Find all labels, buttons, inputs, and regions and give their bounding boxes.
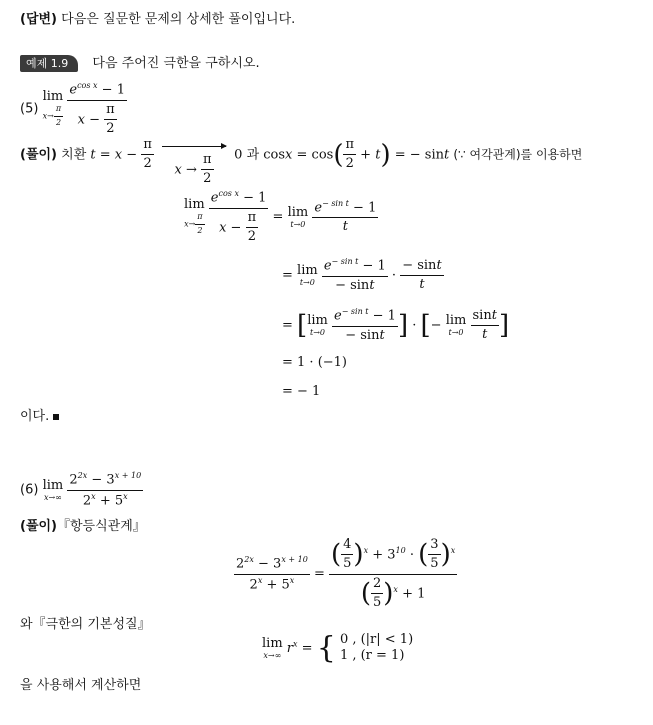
solution-5-step-5: = − 1	[282, 384, 321, 399]
problem-5-number: (5)	[20, 101, 39, 117]
answer-label: (답변)	[20, 12, 57, 27]
solution-6-ref2: 와『극한의 기본성질』	[20, 617, 151, 632]
limit-cases: lim x→∞ $r^x$ = { 0 , (|r| < 1) 1 , (r = 1)	[262, 630, 414, 666]
example-heading	[20, 52, 260, 71]
problem-6-fraction: $\frac{2^{2x} - 3^{x + 10}}{2^x + 5^x}$	[69, 471, 142, 508]
solution-6-closing: 을 사용해서 계산하면	[20, 678, 142, 693]
answer-intro: 다음은 질문한 문제의 상세한 풀이입니다.	[61, 12, 296, 27]
case-2: 1 , (r = 1)	[339, 648, 405, 664]
solution-6-ref1: (풀이)『항등식관계』	[20, 519, 146, 534]
case-1: 0 , (|r| < 1)	[339, 632, 414, 647]
solution-5-label: (풀이)	[20, 147, 57, 163]
example-badge: 예제 1.9	[20, 55, 78, 72]
problem-5-fraction: $e^{cos x} - 1$ x − $\frac{\pi}{2}$	[69, 81, 125, 136]
problem-6: (6) lim x→∞ $\frac{2^{2x} - 3^{x + 10}}{2^x + 5^x}$	[20, 471, 142, 508]
solution-5-step-3: = [ lim t→0 $\frac{e^{- sin t} - 1}{- \sin t}$ ] · [− lim t→0 $\frac{\sin t}{t}$ ]	[282, 307, 510, 343]
solution-5-end: 이다.	[20, 405, 59, 424]
solution-5-step-1: lim x→ $\frac{\pi}{2}$ $e^{cos x} - 1$ x − $\frac{\pi}{2}$ = lim t→0 $\frac{e^{- sin t} - 1}{t}$	[184, 189, 377, 244]
qed-mark	[53, 414, 59, 420]
problem-5-limit: lim x→ $\frac{\pi}{2}$	[42, 89, 64, 128]
arrow-target: 0	[234, 147, 243, 163]
problem-5	[20, 82, 127, 136]
solution-5-step-2: = lim t→0 $\frac{e^{- sin t} - 1}{- \sin t}$ · $\frac{- \sin t}{t}$	[282, 257, 442, 293]
answer-header	[20, 8, 295, 27]
problem-6-number: (6)	[20, 482, 39, 498]
solution-5-step-4: = 1 · (−1)	[282, 355, 347, 370]
solution-6-identity: $\frac{2^{2x} - 3^{x + 10}}{2^x + 5^x}$ = ( $\frac{4}{5}$ )$^x + 3^{10}$ · ( $\frac{3}{5}$ )$^x$ ( $\frac{2}{5}$ )$^x$ + 1	[236, 537, 456, 610]
solution-5-substitution: (풀이) 치환 t = x − $\frac{\pi}{2}$ x → $\frac{\pi}{2}$ 0 과 cosx = cos( $\frac{\pi}{2}$ + t) = − sint (∵ 여각관계)를 이용하면	[20, 137, 583, 187]
example-prompt: 다음 주어진 극한을 구하시오.	[92, 56, 260, 71]
